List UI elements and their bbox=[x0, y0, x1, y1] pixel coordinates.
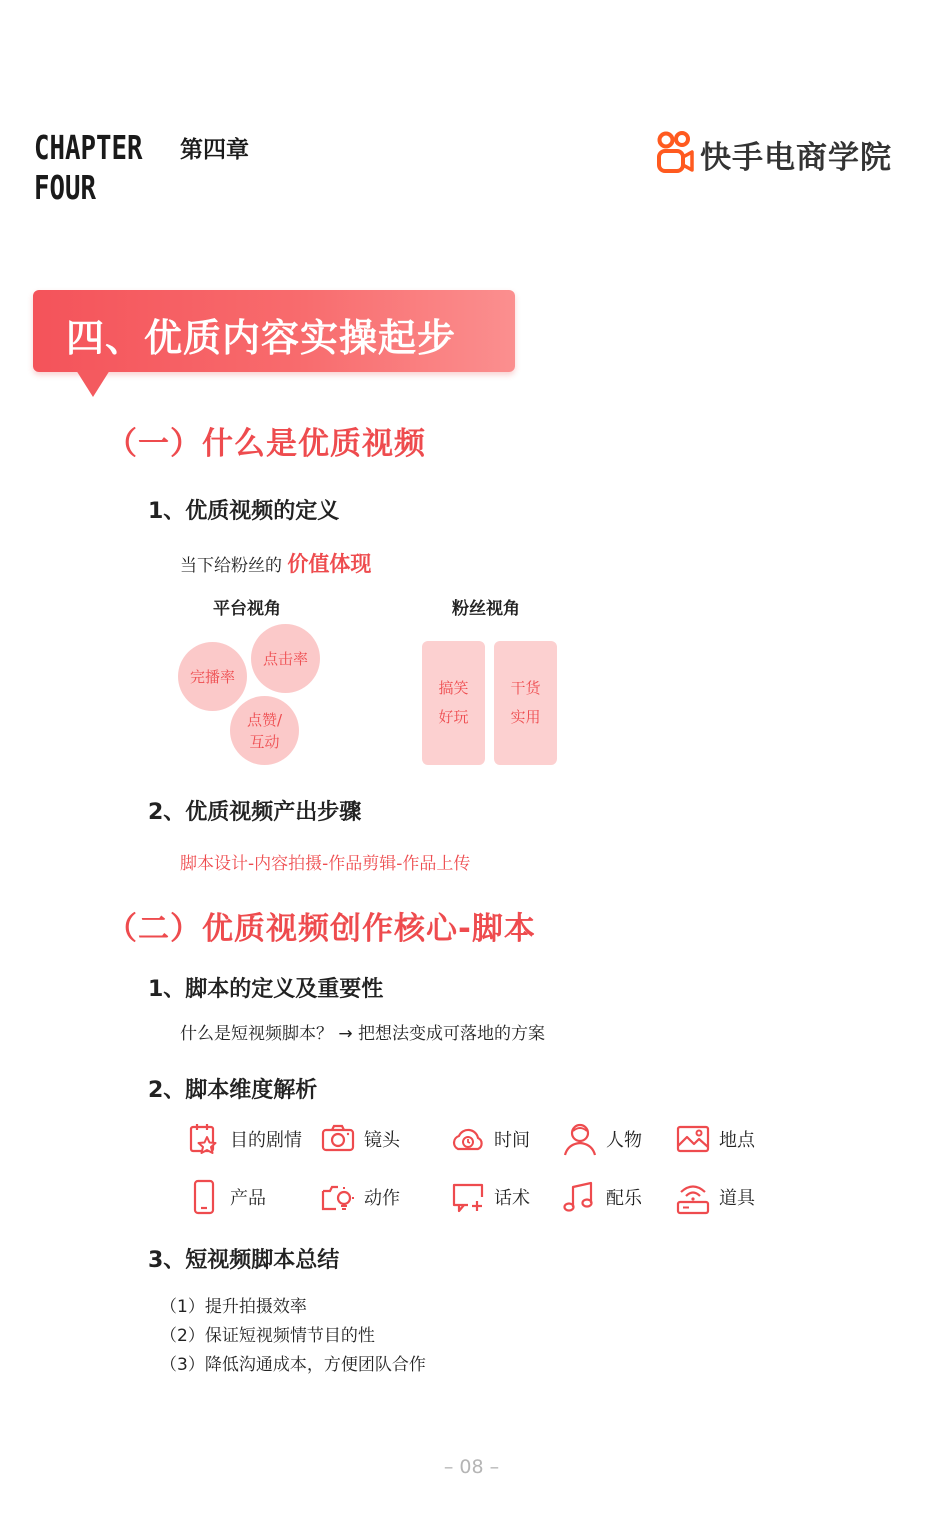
dimension-label: 动作 bbox=[364, 1188, 400, 1209]
fans-view-label: 粉丝视角 bbox=[452, 599, 520, 619]
dimension-props bbox=[675, 1179, 755, 1215]
dimension-label: 道具 bbox=[719, 1188, 755, 1209]
bubble-likes-interaction: 点赞/ 互动 bbox=[230, 696, 299, 765]
summary-item-1: （1）提升拍摄效率 bbox=[160, 1297, 307, 1317]
chat-screen-icon bbox=[450, 1179, 486, 1215]
clock-cloud-icon bbox=[450, 1121, 486, 1157]
dimension-label: 时间 bbox=[494, 1130, 530, 1151]
fan-box-useful: 干货 实用 bbox=[494, 641, 557, 765]
section-2-title: （二）优质视频创作核心-脚本 bbox=[106, 911, 536, 947]
dimension-label: 镜头 bbox=[364, 1130, 400, 1151]
bubble-click-rate: 点击率 bbox=[251, 624, 320, 693]
dimension-time bbox=[450, 1121, 530, 1157]
dimension-label: 地点 bbox=[719, 1130, 755, 1151]
value-desc-prefix: 当下给粉丝的 bbox=[180, 556, 282, 576]
page-number: – 08 – bbox=[443, 1456, 500, 1478]
subsection-2-3-title: 3、短视频脚本总结 bbox=[148, 1248, 340, 1273]
fan-box-funny: 搞笑 好玩 bbox=[422, 641, 485, 765]
kuaishou-logo-icon bbox=[656, 131, 694, 177]
subsection-1-2-title: 2、优质视频产出步骤 bbox=[148, 800, 362, 825]
calendar-star-icon bbox=[186, 1121, 222, 1157]
summary-item-3: （3）降低沟通成本，方便团队合作 bbox=[160, 1355, 426, 1375]
person-icon bbox=[562, 1121, 598, 1157]
subsection-2-1-title: 1、脚本的定义及重要性 bbox=[148, 977, 384, 1002]
dimension-speech bbox=[450, 1179, 530, 1215]
dimension-action bbox=[320, 1179, 400, 1215]
dimension-music bbox=[562, 1179, 642, 1215]
camera-icon bbox=[320, 1121, 356, 1157]
section-1-title: （一）什么是优质视频 bbox=[106, 426, 426, 462]
production-steps: 脚本设计-内容拍摄-作品剪辑-作品上传 bbox=[180, 854, 471, 874]
camera-bulb-icon bbox=[320, 1179, 356, 1215]
platform-view-label: 平台视角 bbox=[213, 599, 281, 619]
wifi-box-icon bbox=[675, 1179, 711, 1215]
chapter-chinese: 第四章 bbox=[180, 137, 249, 163]
summary-item-2: （2）保证短视频情节目的性 bbox=[160, 1326, 375, 1346]
chapter-line-2: FOUR bbox=[34, 168, 96, 207]
chapter-english bbox=[34, 128, 142, 208]
script-definition: 什么是短视频脚本？ → 把想法变成可落地的方案 bbox=[180, 1024, 546, 1044]
banner-pointer bbox=[76, 370, 110, 397]
subsection-1-1-title: 1、优质视频的定义 bbox=[148, 499, 340, 524]
phone-icon bbox=[186, 1179, 222, 1215]
subsection-2-2-title: 2、脚本维度解析 bbox=[148, 1078, 318, 1103]
dimension-label: 目的剧情 bbox=[230, 1130, 302, 1151]
value-desc-highlight: 价值体现 bbox=[287, 552, 372, 576]
dimension-location bbox=[675, 1121, 755, 1157]
banner-title: 四、优质内容实操起步 bbox=[66, 316, 457, 360]
logo-text: 快手电商学院 bbox=[700, 139, 892, 176]
brand-logo bbox=[656, 130, 916, 178]
bubble-completion-rate: 完播率 bbox=[178, 642, 247, 711]
chapter-line-1: CHAPTER bbox=[34, 128, 143, 167]
dimension-product bbox=[186, 1179, 266, 1215]
dimension-label: 人物 bbox=[606, 1130, 642, 1151]
dimension-purpose-plot bbox=[186, 1121, 302, 1157]
music-note-icon bbox=[562, 1179, 598, 1215]
dimension-camera-shot bbox=[320, 1121, 400, 1157]
dimension-label: 配乐 bbox=[606, 1188, 642, 1209]
dimension-label: 产品 bbox=[230, 1188, 266, 1209]
picture-icon bbox=[675, 1121, 711, 1157]
dimension-label: 话术 bbox=[494, 1188, 530, 1209]
dimension-character bbox=[562, 1121, 642, 1157]
value-description bbox=[180, 548, 371, 578]
